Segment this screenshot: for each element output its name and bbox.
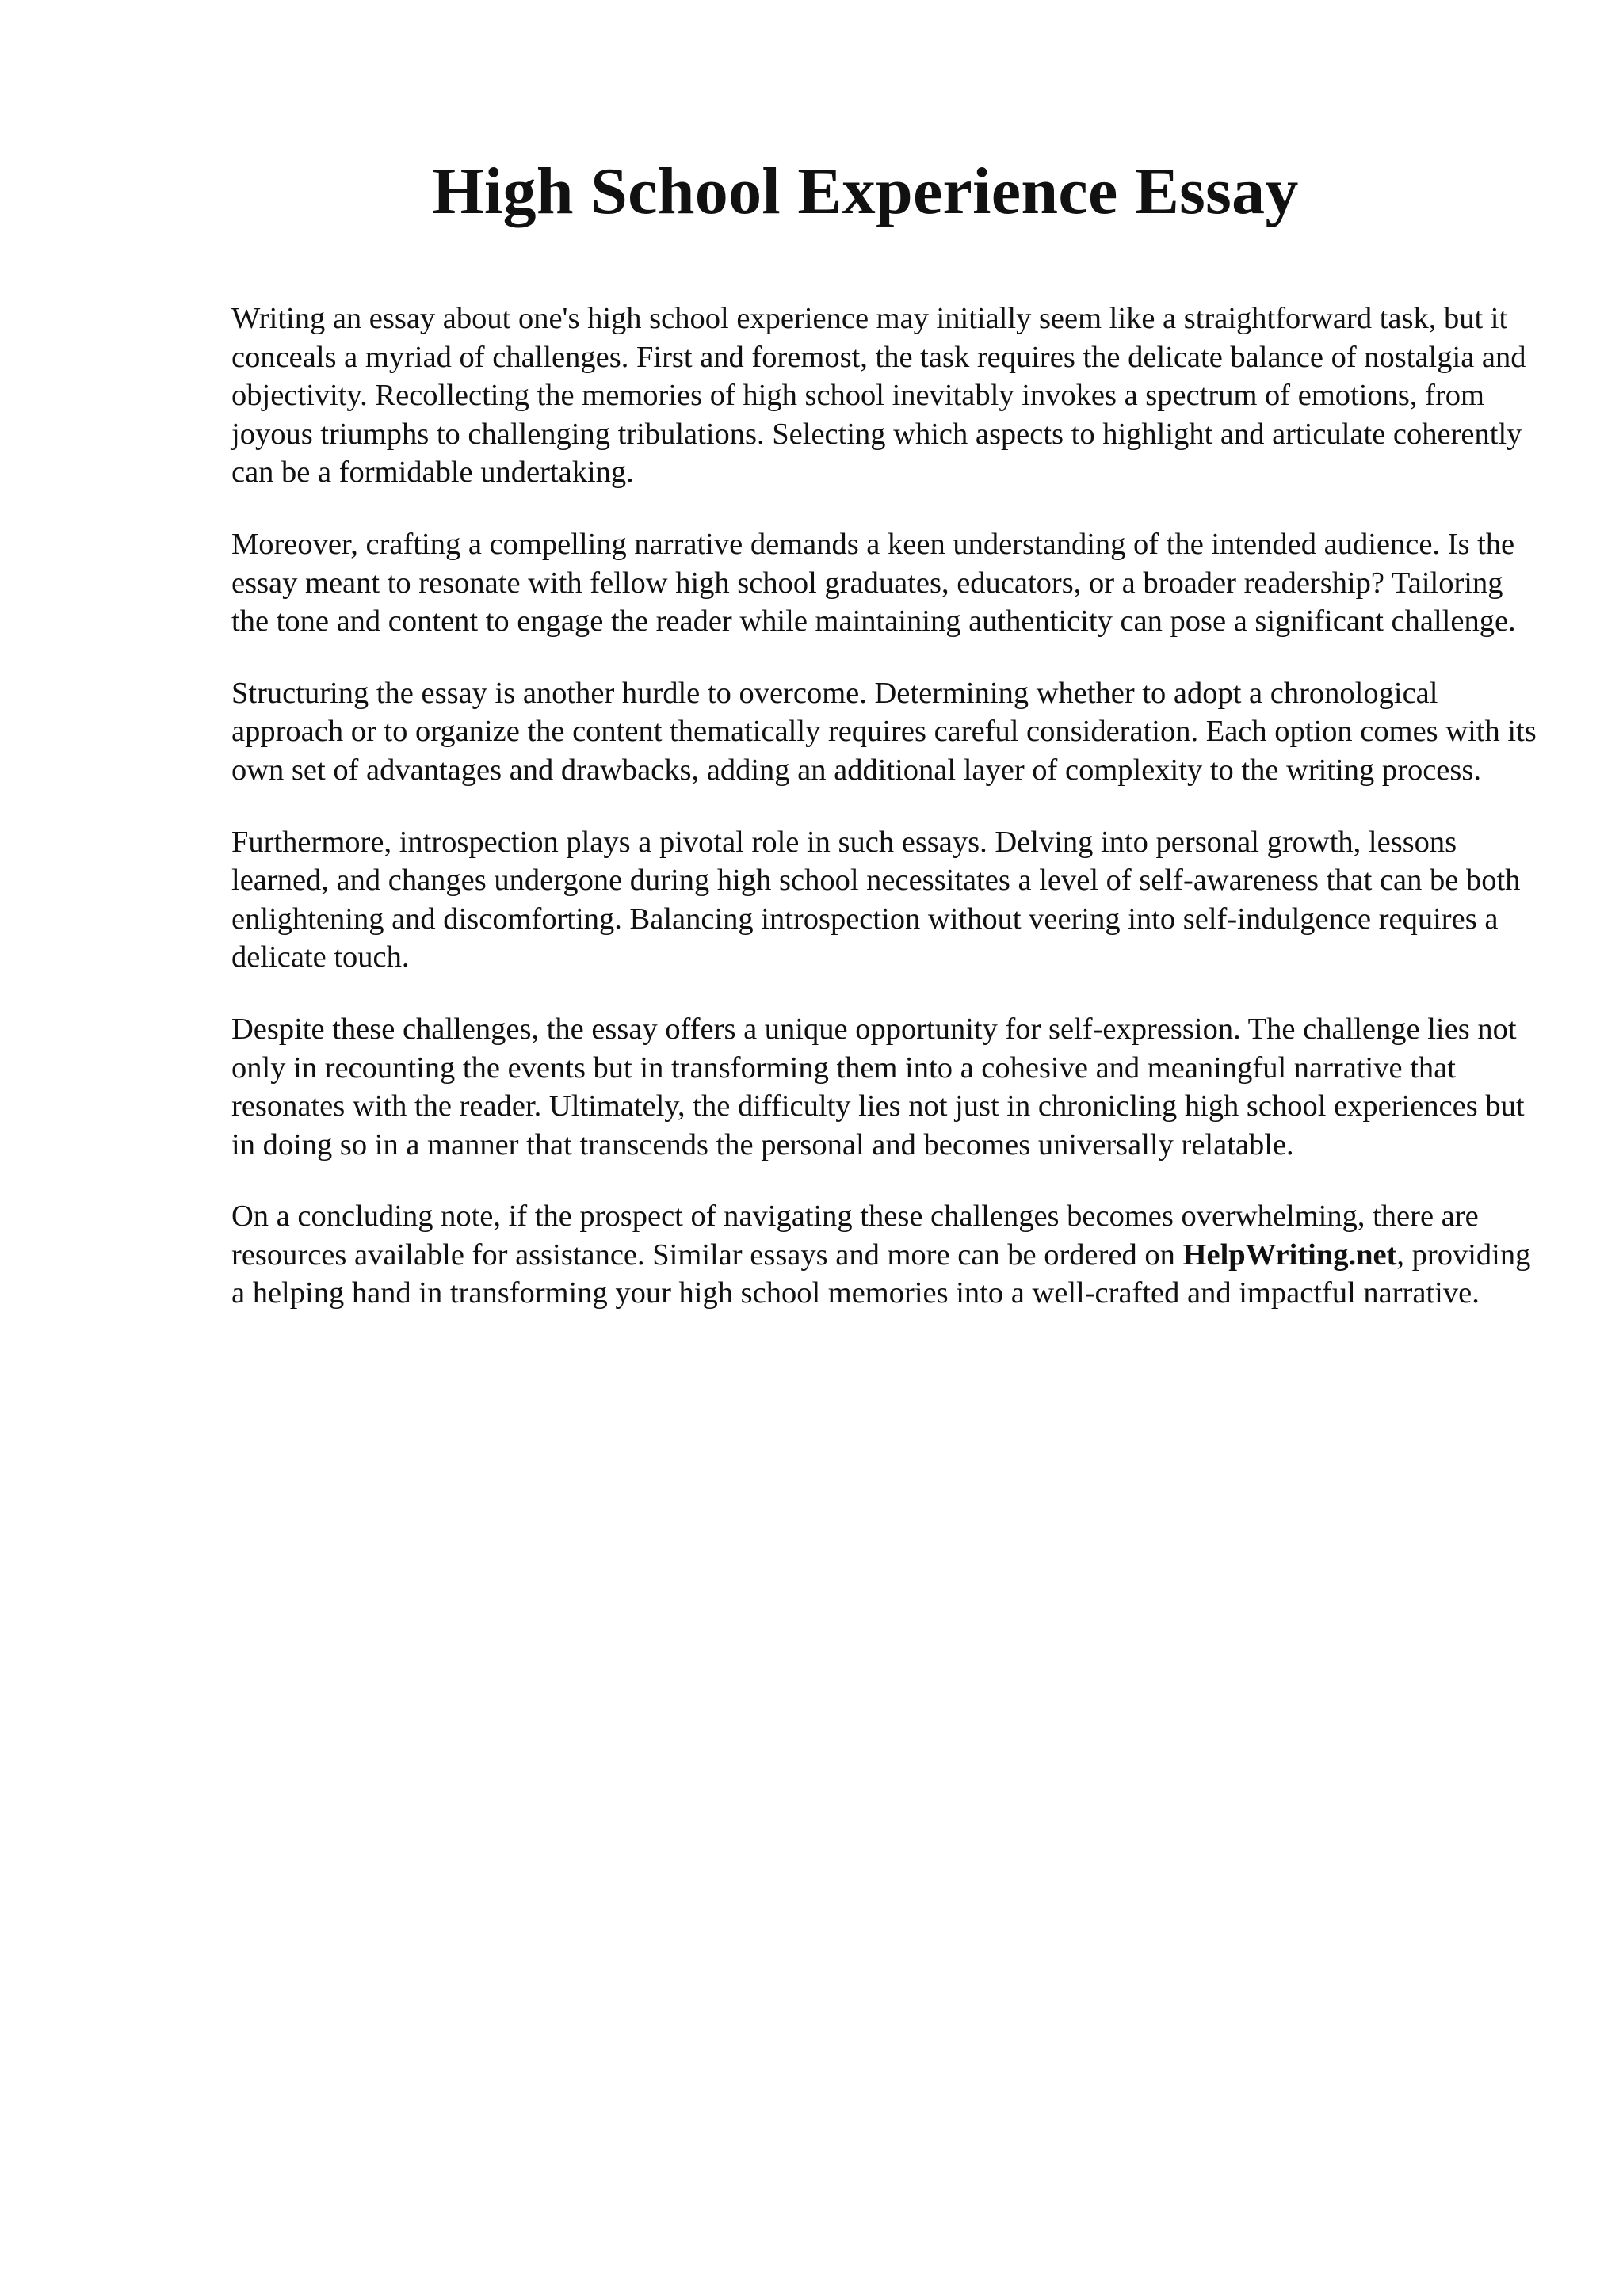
helpwriting-link[interactable]: HelpWriting.net bbox=[1182, 1238, 1397, 1272]
paragraph-1: Writing an essay about one's high school experience may initially seem like a straightforward task, but it conceals a myriad of challenges. First and foremost, the task requires the delicate balance of nostalgia and objectivity. Recollecting the memories of high school inevitably invokes a spectrum of emotions, from joyous triumphs to challenging tribulations. Selecting which aspects to highlight and articulate coherently can be a formidable undertaking. bbox=[231, 302, 1526, 490]
paragraph-4: Furthermore, introspection plays a pivotal role in such essays. Delving into personal growth, lessons learned, and changes undergone during high school necessitates a level of self-awareness that can be both enlightening and discomforting. Balancing introspection without veering into self-indulgence requires a delicate touch. bbox=[231, 825, 1521, 974]
closing-paragraph bbox=[231, 1197, 1539, 1313]
paragraph-3: Structuring the essay is another hurdle to overcome. Determining whether to adopt a chronological approach or to organize the content thematically requires careful consideration. Each option comes with its own set of advantages and drawbacks, adding an additional layer of complexity to the writing process. bbox=[231, 676, 1537, 787]
essay-body bbox=[231, 299, 1539, 1346]
closing-text-end: , providing a helping hand in transforming your high school memories into a well-crafted and impactful narrative. bbox=[231, 1238, 1531, 1310]
page-title: High School Experience Essay bbox=[432, 154, 1299, 228]
closing-text-start: On a concluding note, if the prospect of navigating these challenges becomes overwhelming, there are resources available for assistance. Similar essays and more can be ordered on bbox=[231, 1199, 1479, 1272]
paragraph-2: Moreover, crafting a compelling narrative demands a keen understanding of the intended audience. Is the essay meant to resonate with fellow high school graduates, educators, or a broader readership? Tailoring the tone and content to engage the reader while maintaining authenticity can pose a significant challenge. bbox=[231, 527, 1516, 639]
paragraph-5: Despite these challenges, the essay offers a unique opportunity for self-expression. The challenge lies not only in recounting the events but in transforming them into a cohesive and meaningful narrative that resonates with the reader. Ultimately, the difficulty lies not just in chronicling high school experiences but in doing so in a manner that transcends the personal and becomes universally relatable. bbox=[231, 1012, 1525, 1161]
